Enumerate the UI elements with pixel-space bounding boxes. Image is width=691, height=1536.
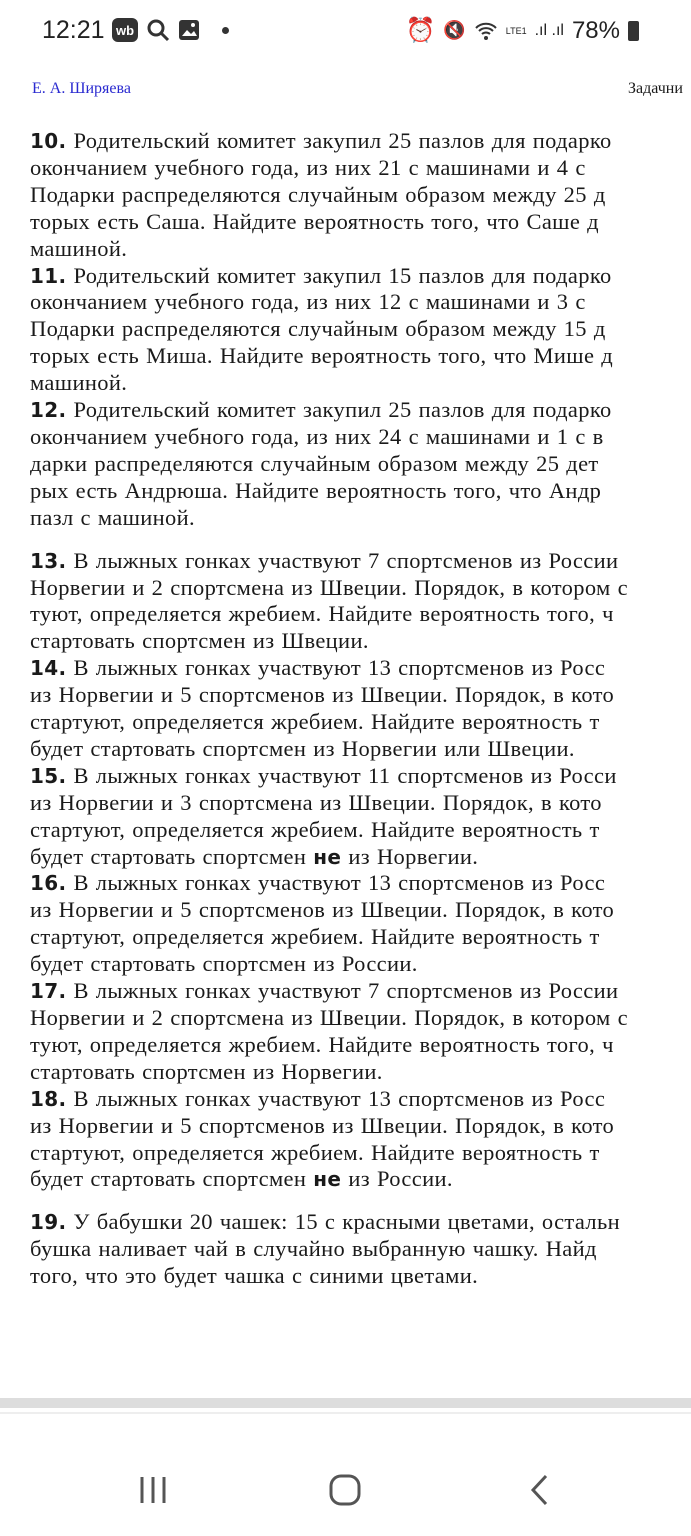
line-text: стартовать спортсмен из Норвегии. xyxy=(30,1058,383,1084)
line-text: Подарки распределяются случайным образом между 15 д xyxy=(30,316,606,342)
problem-number: 15. xyxy=(30,763,67,788)
line-text: В лыжных гонках участвуют 7 спортсменов из России xyxy=(66,547,619,573)
line-text: В лыжных гонках участвуют 7 спортсменов из России xyxy=(66,978,619,1004)
document-body xyxy=(30,128,691,1290)
text-line xyxy=(30,601,691,628)
line-text: стартуют, определяется жребием. Найдите вероятность т xyxy=(30,924,600,950)
text-line xyxy=(30,1032,691,1059)
line-text: В лыжных гонках участвуют 13 спортсменов из Росс xyxy=(66,870,606,896)
problem-18 xyxy=(30,1086,691,1194)
line-text: Норвегии и 2 спортсмена из Швеции. Порядок, в котором с xyxy=(30,574,628,600)
line-text: туют, определяется жребием. Найдите вероятность того, ч xyxy=(30,1031,614,1057)
line-text: пазл с машиной. xyxy=(30,504,196,530)
text-line xyxy=(30,790,691,817)
problem-number: 18. xyxy=(30,1086,67,1111)
emphasis-text: не xyxy=(313,844,342,869)
text-line xyxy=(30,505,691,532)
text-line xyxy=(30,209,691,236)
line-text: торых есть Саша. Найдите вероятность того, что Саше д xyxy=(30,208,599,234)
search-icon xyxy=(146,18,170,42)
line-text: из России. xyxy=(341,1166,453,1192)
line-text: машиной. xyxy=(30,370,128,396)
text-line xyxy=(30,451,691,478)
text-line xyxy=(30,289,691,316)
running-header-title: Задачни xyxy=(628,80,683,97)
text-line xyxy=(30,1113,691,1140)
line-text: В лыжных гонках участвуют 13 спортсменов из Росс xyxy=(66,1085,606,1111)
gallery-icon xyxy=(178,19,200,41)
text-line xyxy=(30,709,691,736)
line-text: будет стартовать спортсмен xyxy=(30,843,314,869)
problem-15 xyxy=(30,763,691,871)
text-line xyxy=(30,870,691,897)
text-line xyxy=(30,1263,691,1290)
text-line xyxy=(30,1166,691,1193)
running-header-author: Е. А. Ширяева xyxy=(32,80,131,97)
text-line xyxy=(30,978,691,1005)
back-icon[interactable] xyxy=(524,1473,558,1507)
text-line xyxy=(30,236,691,263)
line-text: окончанием учебного года, из них 21 с машинами и 4 с xyxy=(30,154,586,180)
problem-13 xyxy=(30,548,691,656)
line-text: стартуют, определяется жребием. Найдите вероятность т xyxy=(30,816,600,842)
problem-number: 19. xyxy=(30,1210,67,1235)
problem-17 xyxy=(30,978,691,1086)
signal-icon: .ıl .ıl xyxy=(534,21,564,39)
problem-19 xyxy=(30,1209,691,1290)
line-text: Норвегии и 2 спортсмена из Швеции. Порядок, в котором с xyxy=(30,1005,628,1030)
navigation-bar xyxy=(0,1455,691,1525)
line-text: торых есть Миша. Найдите вероятность того, что Мише д xyxy=(30,343,614,369)
text-line xyxy=(30,548,691,575)
emphasis-text: не xyxy=(313,1167,342,1192)
alarm-icon: ⏰ xyxy=(405,17,436,44)
page-divider-line xyxy=(0,1412,691,1414)
text-line xyxy=(30,128,691,155)
text-line xyxy=(30,655,691,682)
battery-level: 78% xyxy=(571,16,620,44)
text-line xyxy=(30,263,691,290)
line-text: из Норвегии и 5 спортсменов из Швеции. Порядок, в кото xyxy=(30,1112,615,1138)
problem-number: 11. xyxy=(30,263,67,288)
battery-icon xyxy=(628,21,639,41)
page-divider xyxy=(0,1398,691,1408)
recent-apps-icon[interactable] xyxy=(136,1473,170,1507)
text-line xyxy=(30,817,691,844)
problem-14 xyxy=(30,655,691,763)
text-line xyxy=(30,370,691,397)
text-line xyxy=(30,316,691,343)
line-text: Подарки распределяются случайным образом между 25 д xyxy=(30,181,606,207)
problem-10 xyxy=(30,128,691,263)
line-text: будет стартовать спортсмен xyxy=(30,1166,314,1192)
line-text: из Норвегии и 5 спортсменов из Швеции. Порядок, в кото xyxy=(30,682,615,708)
line-text: стартуют, определяется жребием. Найдите вероятность т xyxy=(30,709,600,735)
text-line xyxy=(30,424,691,451)
text-line xyxy=(30,478,691,505)
text-line xyxy=(30,343,691,370)
text-line xyxy=(30,575,691,602)
text-line xyxy=(30,1086,691,1113)
line-text: будет стартовать спортсмен из России. xyxy=(30,951,418,977)
home-icon[interactable] xyxy=(328,1473,362,1507)
dot-icon xyxy=(222,27,229,34)
text-line xyxy=(30,682,691,709)
text-line xyxy=(30,763,691,790)
problem-number: 13. xyxy=(30,548,67,573)
text-line xyxy=(30,1140,691,1167)
line-text: машиной. xyxy=(30,235,128,261)
line-text: В лыжных гонках участвуют 11 спортсменов из Росси xyxy=(66,762,617,788)
line-text: дарки распределяются случайным образом между 25 дет xyxy=(30,450,599,476)
line-text: У бабушки 20 чашек: 15 с красными цветами, остальн xyxy=(66,1209,620,1235)
text-line xyxy=(30,844,691,871)
text-line xyxy=(30,951,691,978)
line-text: туют, определяется жребием. Найдите вероятность того, ч xyxy=(30,601,614,627)
mute-icon: 🔇 xyxy=(443,20,466,40)
text-line xyxy=(30,897,691,924)
line-text: стартуют, определяется жребием. Найдите вероятность т xyxy=(30,1139,600,1165)
line-text: из Норвегии и 5 спортсменов из Швеции. Порядок, в кото xyxy=(30,897,615,923)
clock: 12:21 xyxy=(42,16,105,44)
line-text: бушка наливает чай в случайно выбранную чашку. Найд xyxy=(30,1236,597,1262)
text-line xyxy=(30,155,691,182)
problem-number: 10. xyxy=(30,129,67,153)
line-text: из Норвегии. xyxy=(341,843,479,869)
wifi-icon xyxy=(474,21,498,41)
network-type: LTE1 xyxy=(505,25,527,36)
text-line xyxy=(30,628,691,655)
line-text: того, что это будет чашка с синими цветами. xyxy=(30,1263,479,1289)
line-text: Родительский комитет закупил 25 пазлов для подарко xyxy=(66,397,612,423)
text-line xyxy=(30,1209,691,1236)
problem-16 xyxy=(30,870,691,978)
text-line xyxy=(30,1005,691,1032)
line-text: Родительский комитет закупил 25 пазлов для подарко xyxy=(66,128,612,153)
problem-number: 12. xyxy=(30,398,67,423)
problem-11 xyxy=(30,263,691,398)
line-text: из Норвегии и 3 спортсмена из Швеции. Порядок, в кото xyxy=(30,789,602,815)
status-bar xyxy=(0,0,691,62)
problem-12 xyxy=(30,397,691,532)
problem-number: 14. xyxy=(30,656,67,681)
text-line xyxy=(30,397,691,424)
line-text: окончанием учебного года, из них 12 с машинами и 3 с xyxy=(30,289,586,315)
line-text: Родительский комитет закупил 15 пазлов для подарко xyxy=(66,262,612,288)
text-line xyxy=(30,1236,691,1263)
text-line xyxy=(30,182,691,209)
text-line xyxy=(30,924,691,951)
problem-number: 16. xyxy=(30,871,67,896)
problem-number: 17. xyxy=(30,979,67,1004)
text-line xyxy=(30,736,691,763)
line-text: окончанием учебного года, из них 24 с машинами и 1 с в xyxy=(30,423,604,449)
line-text: рых есть Андрюша. Найдите вероятность того, что Андр xyxy=(30,477,602,503)
line-text: В лыжных гонках участвуют 13 спортсменов из Росс xyxy=(66,655,606,681)
wildberries-app-icon: wb xyxy=(112,18,138,42)
text-line xyxy=(30,1059,691,1086)
line-text: будет стартовать спортсмен из Норвегии или Швеции. xyxy=(30,735,575,761)
line-text: стартовать спортсмен из Швеции. xyxy=(30,628,369,654)
